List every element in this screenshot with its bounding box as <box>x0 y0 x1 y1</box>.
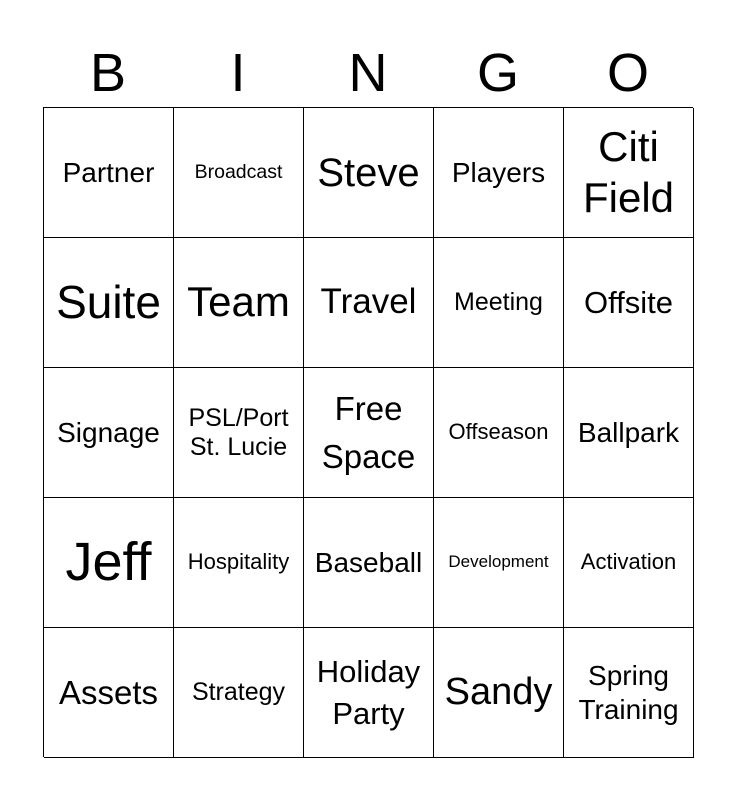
bingo-cell-text: Broadcast <box>194 160 283 183</box>
bingo-cell-r3-c5[interactable] <box>564 368 694 498</box>
bingo-cell-text: Baseball <box>314 546 423 578</box>
header-letter-n: N <box>348 43 388 103</box>
bingo-cell-r5-c3[interactable] <box>304 628 434 758</box>
bingo-cell-r5-c1[interactable] <box>44 628 174 758</box>
bingo-cell-text: Activation <box>580 549 677 575</box>
bingo-cell-text: Spring Training <box>578 659 679 725</box>
bingo-cell-text: Assets <box>58 673 159 711</box>
bingo-board <box>43 107 693 757</box>
bingo-cell-r4-c4[interactable] <box>434 498 564 628</box>
bingo-cell-text: Team <box>187 278 290 326</box>
bingo-cell-text: Partner <box>62 156 155 188</box>
bingo-cell-r1-c3[interactable] <box>304 108 434 238</box>
bingo-cell-r5-c2[interactable] <box>174 628 304 758</box>
bingo-cell-text: PSL/Port St. Lucie <box>188 403 289 461</box>
header-letter-g: G <box>476 43 519 103</box>
bingo-cell-r2-c5[interactable] <box>564 238 694 368</box>
bingo-cell-r2-c1[interactable] <box>44 238 174 368</box>
bingo-cell-text: Suite <box>56 275 161 328</box>
bingo-header <box>43 38 693 108</box>
bingo-cell-text: Meeting <box>454 288 543 317</box>
bingo-cell-text: Holiday Party <box>316 653 421 731</box>
bingo-cell-r5-c4[interactable] <box>434 628 564 758</box>
bingo-cell-r1-c1[interactable] <box>44 108 174 238</box>
bingo-cell-text: Players <box>451 156 546 188</box>
bingo-cell-text: Offsite <box>583 284 674 320</box>
bingo-cell-text: Offseason <box>448 419 549 445</box>
bingo-cell-text: Strategy <box>191 678 286 707</box>
bingo-cell-r4-c1[interactable] <box>44 498 174 628</box>
bingo-cell-r3-c3[interactable] <box>304 368 434 498</box>
bingo-cell-r3-c1[interactable] <box>44 368 174 498</box>
bingo-cell-text: Travel <box>320 282 417 322</box>
bingo-cell-r1-c5[interactable] <box>564 108 694 238</box>
bingo-cell-r5-c5[interactable] <box>564 628 694 758</box>
header-letter-b: B <box>89 43 127 103</box>
bingo-cell-r1-c4[interactable] <box>434 108 564 238</box>
bingo-cell-r3-c2[interactable] <box>174 368 304 498</box>
bingo-cell-text: Ballpark <box>577 416 680 448</box>
bingo-cell-text: Sandy <box>444 670 553 713</box>
bingo-cell-r2-c4[interactable] <box>434 238 564 368</box>
bingo-cell-text: Jeff <box>65 532 152 593</box>
bingo-cell-text: Free Space <box>321 389 416 475</box>
bingo-cell-r4-c2[interactable] <box>174 498 304 628</box>
bingo-cell-r4-c3[interactable] <box>304 498 434 628</box>
bingo-cell-r4-c5[interactable] <box>564 498 694 628</box>
bingo-cell-r2-c2[interactable] <box>174 238 304 368</box>
bingo-cell-text: Steve <box>317 150 420 195</box>
bingo-cell-text: Hospitality <box>187 549 290 575</box>
bingo-cell-text: Development <box>448 552 549 572</box>
bingo-cell-r1-c2[interactable] <box>174 108 304 238</box>
bingo-cell-r2-c3[interactable] <box>304 238 434 368</box>
bingo-cell-r3-c4[interactable] <box>434 368 564 498</box>
header-letter-o: O <box>606 43 649 103</box>
header-letter-i: I <box>230 43 246 103</box>
bingo-cell-text: Signage <box>57 416 160 448</box>
bingo-cell-text: Citi Field <box>582 123 675 221</box>
